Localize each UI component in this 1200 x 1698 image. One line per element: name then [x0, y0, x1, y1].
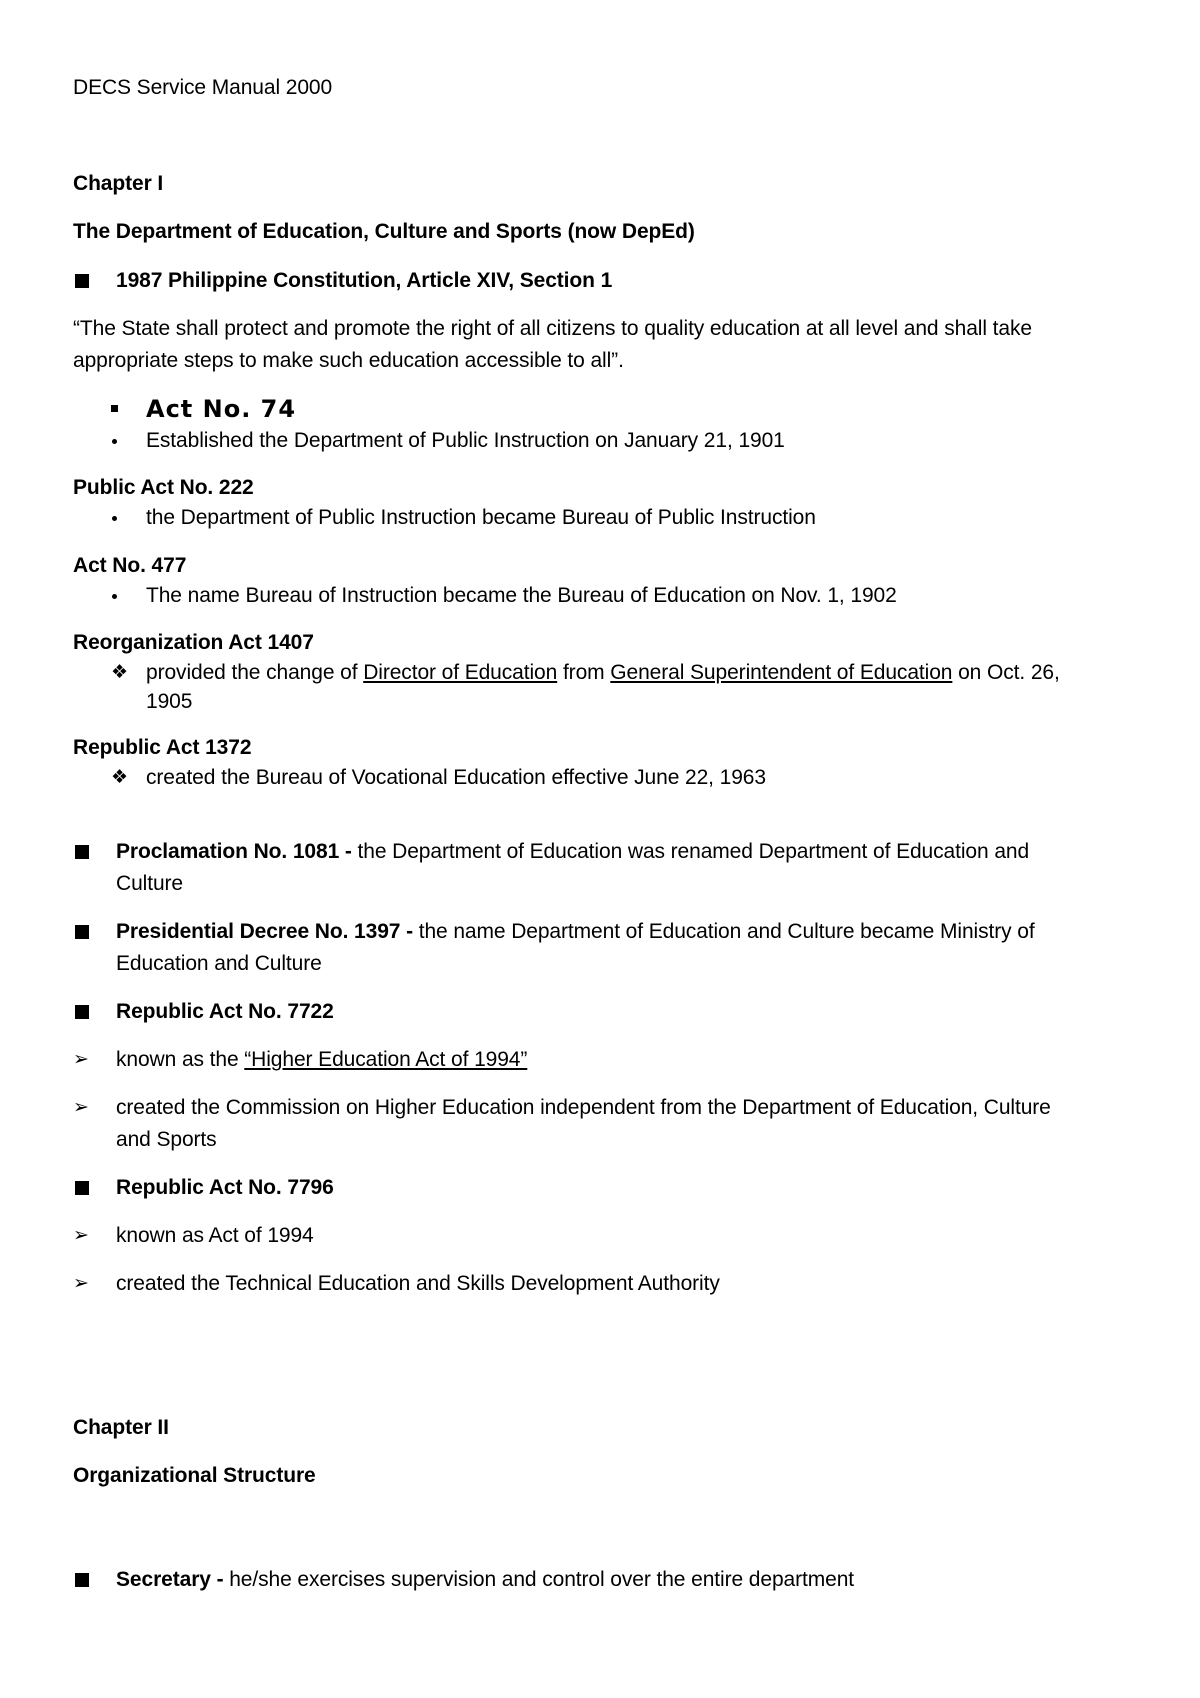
diamond-bullet-icon: ❖	[111, 766, 129, 788]
square-bullet-icon	[75, 274, 89, 288]
presidential-decree-1397-text: the name Department of Education and Culture became Ministry of	[418, 920, 1035, 943]
constitution-quote-line-2: appropriate steps to make such education accessible to all”.	[73, 349, 624, 372]
secretary-text: he/she exercises supervision and control over the entire department	[229, 1568, 855, 1591]
general-superintendent-link: General Superintendent of Education	[610, 661, 953, 684]
presidential-decree-1397-line-2: Education and Culture	[116, 952, 322, 975]
chapter-2-title: Organizational Structure	[73, 1464, 316, 1487]
constitution-reference: 1987 Philippine Constitution, Article XIV, Section 1	[116, 269, 613, 292]
act-477-heading: Act No. 477	[73, 554, 187, 577]
chapter-1-title: The Department of Education, Culture and Sports (now DepEd)	[73, 220, 695, 243]
ra-7722-item-2: created the Commission on Higher Education independent from the Department of Education, Culture	[116, 1096, 1051, 1119]
constitution-quote-line-1: “The State shall protect and promote the right of all citizens to quality education at all level and shall take	[73, 317, 1032, 340]
higher-education-act-link: “Higher Education Act of 1994”	[244, 1048, 528, 1071]
director-of-education-link: Director of Education	[363, 661, 558, 684]
dot-bullet-icon	[112, 594, 117, 599]
secretary-label: Secretary -	[116, 1568, 230, 1591]
arrowhead-bullet-icon: ➢	[73, 1096, 89, 1118]
ra-1372-heading: Republic Act 1372	[73, 736, 252, 759]
reorganization-act-text: provided the change of	[146, 661, 364, 684]
ra-7796-heading: Republic Act No. 7796	[116, 1176, 334, 1199]
arrowhead-bullet-icon: ➢	[73, 1224, 89, 1246]
reorganization-act-text: on Oct. 26,	[952, 661, 1060, 684]
arrowhead-bullet-icon: ➢	[73, 1048, 89, 1070]
ra-7722-item-2-line-2: and Sports	[116, 1128, 217, 1151]
document-title: DECS Service Manual 2000	[73, 76, 333, 99]
proclamation-1081-text: the Department of Education was renamed Department of Education and	[357, 840, 1030, 863]
square-bullet-icon	[75, 1181, 89, 1195]
ra-7722-item-1	[116, 1044, 527, 1076]
ra-1372-item: created the Bureau of Vocational Education effective June 22, 1963	[146, 766, 766, 789]
square-bullet-icon	[75, 925, 89, 939]
presidential-decree-1397	[116, 916, 1035, 948]
arrowhead-bullet-icon: ➢	[73, 1272, 89, 1294]
square-bullet-icon	[75, 1573, 89, 1587]
act-222-item: the Department of Public Instruction became Bureau of Public Instruction	[146, 506, 816, 529]
ra-7796-item-1: known as Act of 1994	[116, 1224, 314, 1247]
reorganization-act-text: from	[557, 661, 611, 684]
proclamation-1081	[116, 836, 1029, 868]
dot-bullet-icon	[112, 516, 117, 521]
proclamation-1081-line-2: Culture	[116, 872, 183, 895]
dot-bullet-icon	[112, 439, 117, 444]
reorganization-act-item-line-2: 1905	[146, 690, 193, 713]
square-bullet-icon	[75, 845, 89, 859]
reorganization-act-item	[146, 657, 1060, 689]
secretary-item	[116, 1564, 854, 1596]
square-bullet-icon	[75, 1005, 89, 1019]
proclamation-1081-label: Proclamation No. 1081 -	[116, 840, 358, 863]
diamond-bullet-icon: ❖	[111, 661, 129, 683]
chapter-2-label: Chapter II	[73, 1416, 169, 1439]
small-square-bullet-icon	[111, 405, 118, 412]
ra-7722-heading: Republic Act No. 7722	[116, 1000, 334, 1023]
act-222-heading: Public Act No. 222	[73, 476, 254, 499]
reorganization-act-heading: Reorganization Act 1407	[73, 631, 314, 654]
ra-7722-item-1-text: known as the	[116, 1048, 245, 1071]
ra-7796-item-2: created the Technical Education and Skills Development Authority	[116, 1272, 720, 1295]
chapter-1-label: Chapter I	[73, 172, 164, 195]
act-74-heading: Act No. 74	[146, 395, 297, 423]
act-477-item: The name Bureau of Instruction became the Bureau of Education on Nov. 1, 1902	[146, 584, 897, 607]
act-74-item: Established the Department of Public Instruction on January 21, 1901	[146, 429, 785, 452]
presidential-decree-1397-label: Presidential Decree No. 1397 -	[116, 920, 419, 943]
